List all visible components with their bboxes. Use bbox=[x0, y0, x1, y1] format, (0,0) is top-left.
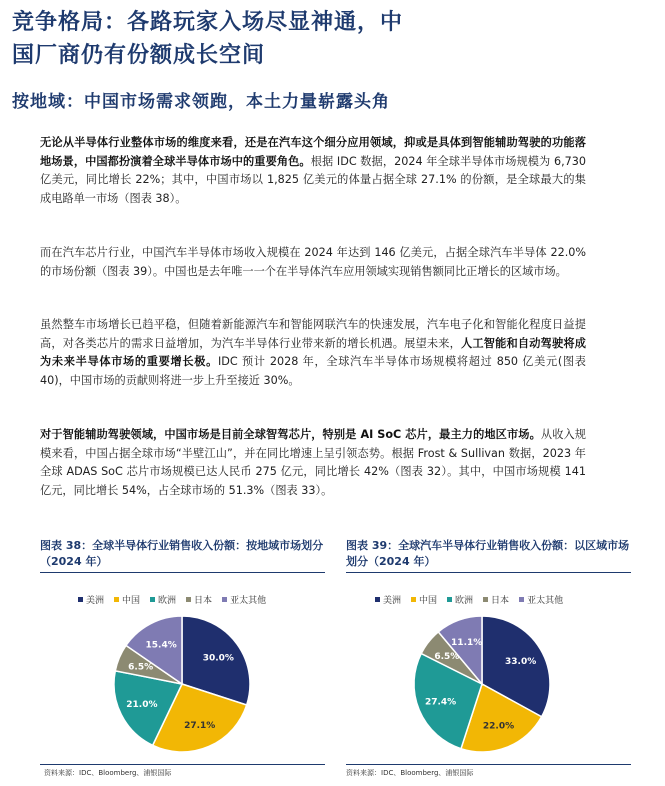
pie-label-4: 11.1% bbox=[451, 637, 483, 648]
pie-label-2: 27.4% bbox=[424, 697, 457, 708]
pie-label-3: 6.5% bbox=[434, 652, 460, 663]
chart-39-rule bbox=[346, 572, 631, 573]
chart-39-pie bbox=[412, 614, 552, 754]
legend-swatch-3 bbox=[186, 597, 191, 602]
pie-label-1: 22.0% bbox=[482, 721, 515, 732]
paragraph-3 bbox=[40, 316, 586, 390]
paragraph-4 bbox=[40, 426, 586, 500]
paragraph-2-text: 而在汽车芯片行业，中国汽车半导体市场收入规模在 2024 年达到 146 亿美元，占据全球汽车半导体 22.0%的市场份额（图表 39）。中国也是去年唯一一个在半导体汽车应用领域实现销售额同比正增长的区域市场。 bbox=[40, 246, 586, 278]
legend-label-0: 美洲 bbox=[383, 596, 402, 606]
legend-label-1: 中国 bbox=[122, 596, 141, 606]
section-subtitle: 按地域：中国市场需求领跑，本土力量崭露头角 bbox=[12, 92, 390, 112]
chart-39-title: 图表 39：全球汽车半导体行业销售收入份额：以区域市场划分（2024 年） bbox=[346, 539, 630, 568]
legend-item-0 bbox=[78, 593, 104, 606]
legend-swatch-1 bbox=[411, 597, 416, 602]
legend-label-3: 日本 bbox=[194, 596, 213, 606]
paragraph-3-text-2: IDC 预计 2028 年，全球汽车半导体市场规模将超过 850 亿美元(图表 40)，中国市场的贡献则将进一步上升至接近 30%。 bbox=[40, 355, 586, 387]
chart-38-pie bbox=[112, 614, 252, 754]
paragraph-4-bold: 对于智能辅助驾驶领域，中国市场是目前全球智驾芯片，特别是 AI SoC 芯片，最主力的地区市场。 bbox=[40, 428, 541, 441]
chart-39-bottom-rule bbox=[346, 764, 631, 765]
chart-38-bottom-rule bbox=[40, 764, 325, 765]
legend-swatch-0 bbox=[78, 597, 83, 602]
legend-item-0 bbox=[375, 593, 401, 606]
paragraph-1-bold: 无论从半导体行业整体市场的维度来看，还是在汽车这个细分应用领域，抑或是具体到智能辅助驾驶的功能落地场景，中国都扮演着全球半导体市场中的重要角色。 bbox=[40, 136, 586, 168]
legend-item-3 bbox=[186, 593, 212, 606]
legend-item-4 bbox=[222, 593, 266, 606]
chart-39-source: 资料来源：IDC、Bloomberg、浦银国际 bbox=[346, 769, 474, 777]
chart-38-title: 图表 38：全球半导体行业销售收入份额：按地域市场划分（2024 年） bbox=[40, 539, 324, 568]
legend-label-2: 欧洲 bbox=[455, 596, 474, 606]
chart-38-legend bbox=[78, 593, 266, 606]
legend-item-3 bbox=[483, 593, 509, 606]
legend-label-0: 美洲 bbox=[86, 596, 105, 606]
pie-label-2: 21.0% bbox=[126, 700, 158, 711]
paragraph-1-text: 根据 IDC 数据，2024 年全球半导体市场规模为 6,730 亿美元，同比增长 22%；其中，中国市场以 1,825 亿美元的体量占据全球 27.1% 的份额，是全球最大的集成电路单一市场（图表 38）。 bbox=[40, 154, 586, 205]
legend-item-1 bbox=[411, 593, 437, 606]
legend-swatch-4 bbox=[519, 597, 524, 602]
chart-38-rule bbox=[40, 572, 325, 573]
paragraph-1 bbox=[40, 134, 586, 208]
legend-swatch-4 bbox=[222, 597, 227, 602]
legend-swatch-1 bbox=[114, 597, 119, 602]
legend-item-4 bbox=[519, 593, 563, 606]
legend-label-4: 亚太其他 bbox=[527, 596, 564, 606]
paragraph-4-text: 从收入规模来看，中国占据全球市场“半壁江山”，并在同比增速上呈引领态势。根据 Frost & Sullivan 数据，2023 年全球 ADAS SoC 芯片市场规模已达人民币 275 亿元，同比增长 42%（图表 32）。其中，中国市场规模 141 亿元，同比增长 54%，占全球市场的 51.3%（图表 33）。 bbox=[40, 428, 586, 497]
title-line-1: 竞争格局：各路玩家入场尽显神通，中 bbox=[12, 9, 404, 35]
legend-item-1 bbox=[114, 593, 140, 606]
chart-39-legend bbox=[375, 593, 563, 606]
chart-38-source: 资料来源：IDC、Bloomberg、浦银国际 bbox=[44, 769, 172, 777]
pie-label-1: 27.1% bbox=[184, 721, 216, 732]
paragraph-2 bbox=[40, 244, 586, 281]
legend-label-1: 中国 bbox=[419, 596, 438, 606]
legend-label-4: 亚太其他 bbox=[230, 596, 267, 606]
title-line-2: 国厂商仍有份额成长空间 bbox=[12, 42, 266, 68]
pie-label-0: 30.0% bbox=[202, 653, 234, 664]
pie-label-4: 15.4% bbox=[145, 640, 177, 651]
legend-item-2 bbox=[150, 593, 176, 606]
page-title bbox=[12, 6, 652, 72]
pie-label-0: 33.0% bbox=[505, 657, 537, 668]
legend-item-2 bbox=[447, 593, 473, 606]
paragraph-3-text: 虽然整车市场增长已趋平稳，但随着新能源汽车和智能网联汽车的快速发展，汽车电子化和智能化程度日益提高，对各类芯片的需求日益增加，为汽车半导体行业带来新的增长机遇。展望未来， bbox=[40, 318, 586, 350]
legend-swatch-0 bbox=[375, 597, 380, 602]
legend-swatch-2 bbox=[150, 597, 155, 602]
paragraph-3-bold: 人工智能和自动驾驶将成为未来半导体市场的重要增长极。 bbox=[40, 336, 586, 369]
pie-label-3: 6.5% bbox=[128, 662, 154, 673]
legend-swatch-2 bbox=[447, 597, 452, 602]
legend-label-3: 日本 bbox=[491, 596, 510, 606]
legend-label-2: 欧洲 bbox=[158, 596, 177, 606]
legend-swatch-3 bbox=[483, 597, 488, 602]
